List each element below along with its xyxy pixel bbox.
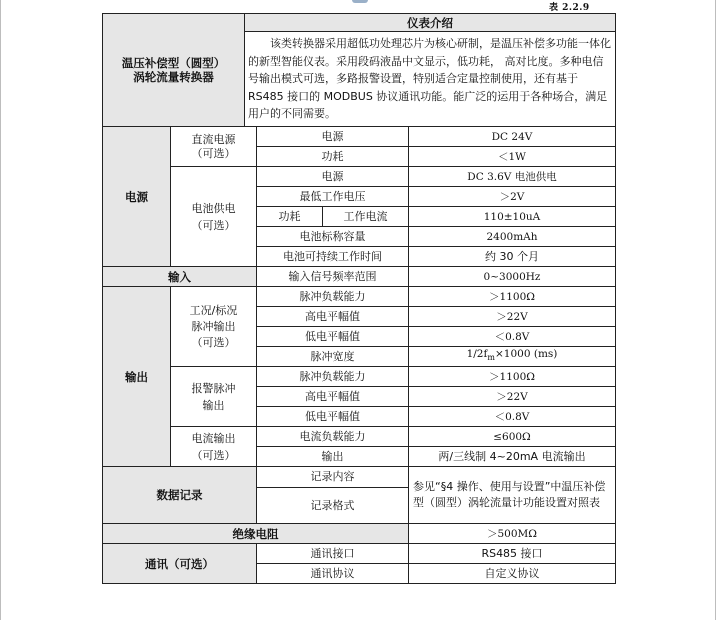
pulse-load-param: 脉冲负载能力 <box>257 287 409 307</box>
pulse-load-value: ＞1100Ω <box>409 287 616 307</box>
alarm-load-param: 脉冲负载能力 <box>257 367 409 387</box>
insulation-label: 绝缘电阻 <box>103 524 409 544</box>
pulse-output-label-line3: （可选） <box>191 335 236 349</box>
battery-min-voltage-value: ＞2V <box>409 187 616 207</box>
current-output-label-line2: （可选） <box>191 448 236 462</box>
comm-interface-param: 通讯接口 <box>257 544 409 564</box>
comm-label: 通讯（可选） <box>103 544 257 584</box>
pulse-width-param: 脉冲宽度 <box>257 347 409 367</box>
output-label: 输出 <box>103 287 171 467</box>
battery-consumption-param: 功耗 <box>257 207 323 227</box>
current-output-label-line1: 电流输出 <box>191 431 236 445</box>
comm-protocol-value: 自定义协议 <box>409 564 616 584</box>
top-decoration-mark <box>352 0 368 3</box>
spec-table <box>102 13 616 584</box>
dc-power-label-line2: （可选） <box>191 146 236 160</box>
current-output-param: 输出 <box>257 447 409 467</box>
battery-duration-value: 约 30 个月 <box>409 247 616 267</box>
dc-consumption-param: 功耗 <box>257 147 409 167</box>
battery-label <box>171 167 257 267</box>
product-name-line1: 温压补偿型（圆型） <box>121 56 226 70</box>
page-edge-left <box>0 0 1 620</box>
alarm-low-param: 低电平幅值 <box>257 407 409 427</box>
alarm-high-value: ＞22V <box>409 387 616 407</box>
battery-min-voltage-param: 最低工作电压 <box>257 187 409 207</box>
data-record-label: 数据记录 <box>103 467 257 524</box>
dc-power-value: DC 24V <box>409 127 616 147</box>
pulse-high-value: ＞22V <box>409 307 616 327</box>
alarm-output-label-line2: 输出 <box>202 398 225 412</box>
data-record-value: 参见“§4 操作、使用与设置”中温压补偿型（圆型）涡轮流量计功能设置对照表 <box>409 467 616 524</box>
current-load-value: ≤600Ω <box>409 427 616 447</box>
pulse-low-param: 低电平幅值 <box>257 327 409 347</box>
intro-header: 仪表介绍 <box>245 14 616 32</box>
pulse-width-value-tail: ×1000 (ms) <box>494 348 558 361</box>
record-content-param: 记录内容 <box>257 467 409 488</box>
alarm-load-value: ＞1100Ω <box>409 367 616 387</box>
pulse-output-label <box>171 287 257 367</box>
product-name-cell <box>103 14 245 127</box>
battery-label-line1: 电池供电 <box>191 201 236 215</box>
current-output-label <box>171 427 257 467</box>
pulse-width-value <box>409 347 616 367</box>
alarm-high-param: 高电平幅值 <box>257 387 409 407</box>
insulation-value: ＞500MΩ <box>409 524 616 544</box>
input-param: 输入信号频率范围 <box>257 267 409 287</box>
battery-capacity-param: 电池标称容量 <box>257 227 409 247</box>
battery-consumption-sub: 工作电流 <box>323 207 409 227</box>
battery-duration-param: 电池可持续工作时间 <box>257 247 409 267</box>
dc-power-label-line1: 直流电源 <box>191 132 236 146</box>
power-label: 电源 <box>103 127 171 267</box>
input-label: 输入 <box>103 267 257 287</box>
intro-text: 该类转换器采用超低功处理芯片为核心研制，是温压补偿多功能一体化的新型智能仪表。采用段码液晶中文显示，低功耗， 高对比度。多种电信号输出模式可选，多路报警设置，特别适合定量控制使用，还有基于 RS485 接口的 MODBUS 协议通讯功能。能广泛的运用于各种场合，满足用户的不同需要。 <box>245 32 616 127</box>
record-format-param: 记录格式 <box>257 488 409 524</box>
table-number: 表 2.2.9 <box>549 3 590 13</box>
battery-label-line2: （可选） <box>191 218 236 232</box>
pulse-low-value: ＜0.8V <box>409 327 616 347</box>
product-name-line2: 涡轮流量转换器 <box>133 70 214 84</box>
alarm-low-value: ＜0.8V <box>409 407 616 427</box>
battery-supply-value: DC 3.6V 电池供电 <box>409 167 616 187</box>
alarm-output-label-line1: 报警脉冲 <box>191 381 236 395</box>
input-value: 0~3000Hz <box>409 267 616 287</box>
pulse-high-param: 高电平幅值 <box>257 307 409 327</box>
pulse-output-label-line2: 脉冲输出 <box>191 319 236 333</box>
current-load-param: 电流负载能力 <box>257 427 409 447</box>
battery-supply-param: 电源 <box>257 167 409 187</box>
pulse-width-value-sub: m <box>487 353 495 363</box>
comm-protocol-param: 通讯协议 <box>257 564 409 584</box>
dc-power-param: 电源 <box>257 127 409 147</box>
comm-interface-value: RS485 接口 <box>409 544 616 564</box>
dc-power-label <box>171 127 257 167</box>
pulse-width-value-main: 1/2f <box>466 348 488 361</box>
pulse-output-label-line1: 工况/标况 <box>189 303 238 317</box>
battery-consumption-value: 110±10uA <box>409 207 616 227</box>
battery-capacity-value: 2400mAh <box>409 227 616 247</box>
dc-consumption-value: ＜1W <box>409 147 616 167</box>
current-output-value: 两/三线制 4~20mA 电流输出 <box>409 447 616 467</box>
alarm-output-label <box>171 367 257 427</box>
